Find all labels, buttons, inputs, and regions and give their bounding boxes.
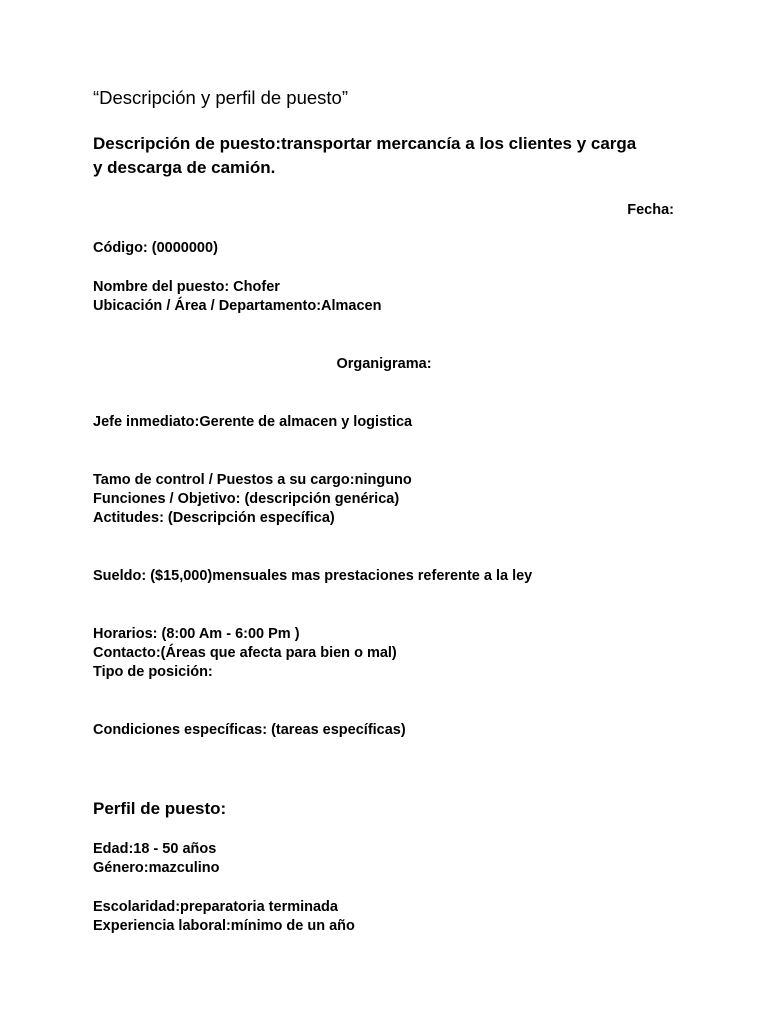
age-field: Edad:18 - 50 años	[93, 841, 217, 857]
date-label: Fecha:	[627, 202, 674, 218]
code-field: Código: (0000000)	[93, 240, 218, 256]
work-experience-field: Experiencia laboral:mínimo de un año	[93, 918, 355, 934]
attitudes-field: Actitudes: (Descripción específica)	[93, 510, 335, 526]
profile-heading: Perfil de puesto:	[93, 799, 227, 818]
job-description-line-2: y descarga de camión.	[93, 158, 276, 177]
immediate-boss-field: Jefe inmediato:Gerente de almacen y logistica	[93, 414, 413, 430]
education-field: Escolaridad:preparatoria terminada	[93, 899, 338, 915]
org-chart-label: Organigrama:	[336, 356, 432, 372]
job-name-field: Nombre del puesto: Chofer	[93, 279, 280, 295]
location-field: Ubicación / Área / Departamento:Almacen	[93, 298, 382, 314]
span-of-control-field: Tamo de control / Puestos a su cargo:ninguno	[93, 472, 412, 488]
schedule-field: Horarios: (8:00 Am - 6:00 Pm )	[93, 626, 300, 642]
job-description-line-1: Descripción de puesto:transportar mercancía a los clientes y carga	[93, 134, 637, 153]
position-type-field: Tipo de posición:	[93, 664, 213, 680]
gender-field: Género:mazculino	[93, 860, 220, 876]
functions-field: Funciones / Objetivo: (descripción genérica)	[93, 491, 400, 507]
salary-field: Sueldo: ($15,000)mensuales mas prestaciones referente a la ley	[93, 568, 533, 584]
document-title: “Descripción y perfil de puesto”	[93, 87, 348, 108]
specific-conditions-field: Condiciones específicas: (tareas específicas)	[93, 722, 406, 738]
contact-field: Contacto:(Áreas que afecta para bien o mal)	[93, 645, 397, 661]
